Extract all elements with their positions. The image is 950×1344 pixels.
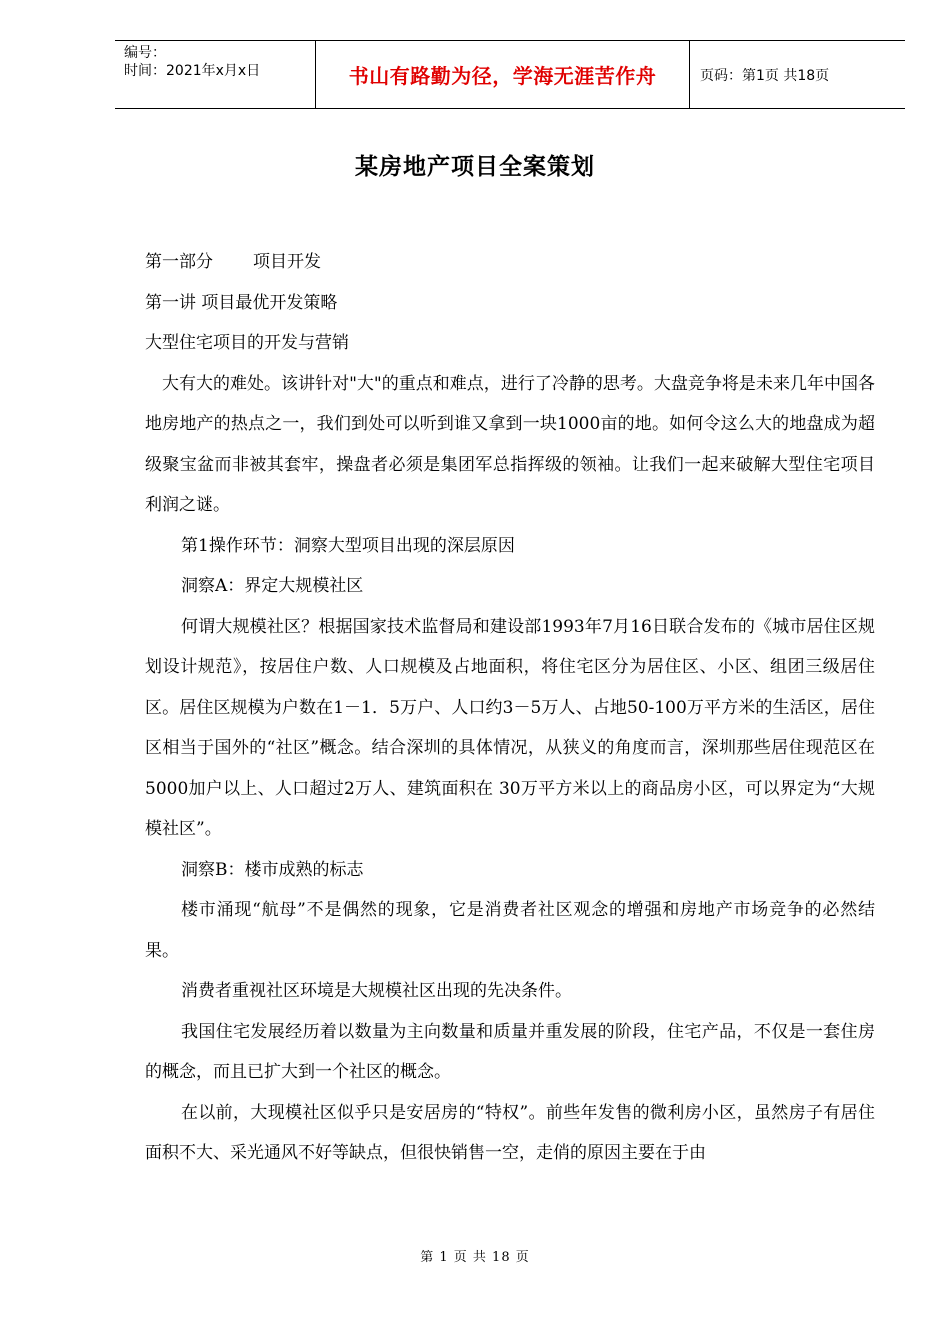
section-subtitle: 大型住宅项目的开发与营销 [145, 333, 349, 353]
paragraph: 我国住宅发展经历着以数量为主向数量和质量并重发展的阶段，住宅产品，不仅是一套住房的概念，而且已扩大到一个社区的概念。 [145, 1021, 875, 1082]
paragraph: 何谓大规模社区？根据国家技术监督局和建设部1993年7月16日联合发布的《城市居住区规划设计规范》，按居住户数、人口规模及占地面积，将住宅区分为居住区、小区、组团三级居住区。居住区规模为户数在1－1．5万户、人口约3－5万人、占地50-100万平方米的生活区，居住区相当于国外的“社区”概念。结合深圳的具体情况，从狭义的角度而言，深圳那些居住现范区在5000加户以上、人口超过2万人、建筑面积在 30万平方米以上的商品房小区，可以界定为“大规模社区”。 [145, 616, 875, 839]
motto: 书山有路勤为径，学海无涯苦作舟 [316, 41, 690, 108]
header-meta-cell [115, 41, 316, 108]
document-body [145, 242, 875, 1174]
header-table [115, 40, 905, 109]
page-info: 页码：第1页 共18页 [700, 67, 830, 84]
part-heading [145, 242, 875, 283]
paragraph: 在以前，大现模社区似乎只是安居房的“特权”。前些年发售的微利房小区，虽然房子有居住面积不大、采光通风不好等缺点，但很快销售一空，走俏的原因主要在于由 [145, 1102, 875, 1163]
insight-heading-b: 洞察B：楼市成熟的标志 [181, 859, 364, 880]
operation-heading: 第1操作环节：洞察大型项目出现的深层原因 [181, 535, 515, 556]
page-footer: 第 1 页 共 18 页 [420, 1250, 530, 1265]
lecture-heading: 第一讲 项目最优开发策略 [145, 292, 338, 313]
insight-heading-a: 洞察A：界定大规模社区 [181, 576, 364, 596]
time-line: 时间：2021年x月x日 [124, 63, 261, 79]
paragraph: 楼市涌现“航母”不是偶然的现象，它是消费者社区观念的增强和房地产市场竞争的必然结果。 [145, 900, 875, 961]
part-name: 项目开发 [253, 252, 321, 272]
document-title: 某房地产项目全案策划 [355, 154, 595, 180]
paragraph: 大有大的难处。该讲针对"大"的重点和难点，进行了冷静的思考。大盘竞争将是未来几年中国各地房地产的热点之一，我们到处可以听到谁又拿到一块1000亩的地。如何令这么大的地盘成为超级聚宝盆而非被其套牢，操盘者必须是集团军总指挥级的领袖。让我们一起来破解大型住宅项目利润之谜。 [145, 373, 875, 515]
part-label: 第一部分 [145, 252, 213, 272]
serial-number-label: 编号： [124, 45, 166, 61]
paragraph: 消费者重视社区环境是大规模社区出现的先决条件。 [181, 981, 572, 1001]
